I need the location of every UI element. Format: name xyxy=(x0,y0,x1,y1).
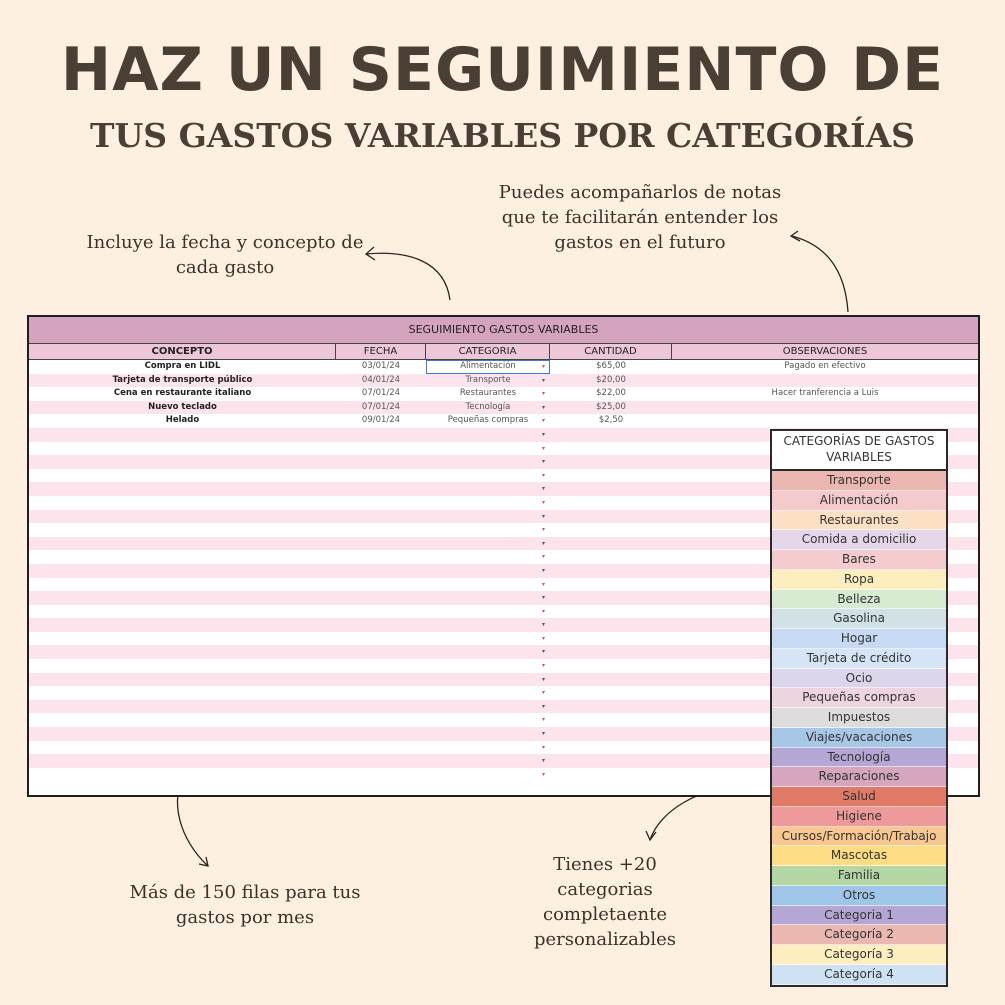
cell-concepto[interactable] xyxy=(29,605,336,619)
cell-concepto[interactable] xyxy=(29,591,336,605)
cell-cantidad[interactable] xyxy=(550,673,672,687)
legend-items xyxy=(772,471,946,985)
cell-categoria[interactable]: Pequeñas compras ▾ xyxy=(426,414,550,428)
cell-fecha[interactable]: 03/01/24 xyxy=(361,361,401,371)
cell-categoria[interactable]: Alimentación ▾ xyxy=(426,360,550,374)
cell-categoria[interactable] xyxy=(426,659,550,673)
legend-item: Gasolina xyxy=(772,609,946,629)
cell-categoria[interactable] xyxy=(426,591,550,605)
legend-item: Alimentación xyxy=(772,491,946,511)
legend-item: Otros xyxy=(772,886,946,906)
cell-fecha[interactable] xyxy=(336,713,426,727)
cell-categoria[interactable]: Tecnología ▾ xyxy=(426,401,550,415)
cell-categoria[interactable] xyxy=(426,768,550,782)
cell-categoria[interactable] xyxy=(426,523,550,537)
cell-fecha[interactable] xyxy=(336,578,426,592)
cell-fecha[interactable] xyxy=(336,741,426,755)
chevron-down-icon[interactable]: ▾ xyxy=(541,403,545,411)
chevron-down-icon[interactable]: ▾ xyxy=(541,458,545,466)
cell-fecha[interactable] xyxy=(336,754,426,768)
cell-cantidad[interactable] xyxy=(550,686,672,700)
chevron-down-icon[interactable]: ▾ xyxy=(541,770,545,778)
cell-fecha[interactable] xyxy=(336,482,426,496)
legend-item: Ocio xyxy=(772,669,946,689)
cell-cantidad[interactable] xyxy=(550,591,672,605)
cell-fecha[interactable] xyxy=(336,537,426,551)
cell-fecha[interactable]: 09/01/24 xyxy=(361,415,401,426)
cell-cantidad[interactable] xyxy=(550,768,672,782)
cell-categoria[interactable] xyxy=(426,754,550,768)
chevron-down-icon[interactable]: ▾ xyxy=(541,621,545,629)
legend-item: Comida a domicilio xyxy=(772,530,946,550)
cell-categoria[interactable] xyxy=(426,686,550,700)
cell-concepto[interactable] xyxy=(29,442,336,456)
chevron-down-icon[interactable]: ▾ xyxy=(541,716,545,724)
legend-item: Hogar xyxy=(772,629,946,649)
legend-title: CATEGORÍAS DE GASTOS VARIABLES xyxy=(772,431,946,471)
chevron-down-icon[interactable]: ▾ xyxy=(541,498,545,506)
chevron-down-icon[interactable]: ▾ xyxy=(541,580,545,588)
cell-fecha[interactable] xyxy=(336,469,426,483)
cell-cantidad[interactable] xyxy=(550,618,672,632)
cell-fecha[interactable] xyxy=(336,700,426,714)
cell-cantidad[interactable] xyxy=(550,754,672,768)
cell-categoria[interactable] xyxy=(426,442,550,456)
cell-categoria[interactable] xyxy=(426,605,550,619)
cell-concepto[interactable] xyxy=(29,686,336,700)
cell-concepto[interactable] xyxy=(29,754,336,768)
legend-item: Bares xyxy=(772,550,946,570)
chevron-down-icon[interactable]: ▾ xyxy=(541,376,545,384)
cell-cantidad[interactable] xyxy=(550,713,672,727)
cell-concepto[interactable] xyxy=(29,564,336,578)
cell-concepto[interactable] xyxy=(29,645,336,659)
cell-cantidad[interactable] xyxy=(550,564,672,578)
cell-cantidad[interactable] xyxy=(550,605,672,619)
cell-concepto[interactable] xyxy=(29,741,336,755)
cell-cantidad[interactable] xyxy=(550,469,672,483)
legend-item: Higiene xyxy=(772,807,946,827)
chevron-down-icon[interactable]: ▾ xyxy=(541,390,545,398)
cell-concepto[interactable] xyxy=(29,510,336,524)
headline: HAZ UN SEGUIMIENTO DE xyxy=(60,35,945,105)
cell-cantidad[interactable] xyxy=(550,659,672,673)
col-cantidad[interactable]: CANTIDAD xyxy=(550,344,672,359)
chevron-down-icon[interactable]: ▾ xyxy=(541,512,545,520)
cell-observaciones[interactable]: Pagado en efectivo xyxy=(784,361,866,371)
legend-item: Categoria 1 xyxy=(772,906,946,926)
cell-concepto[interactable] xyxy=(29,700,336,714)
legend-item: Reparaciones xyxy=(772,767,946,787)
chevron-down-icon[interactable]: ▾ xyxy=(541,539,545,547)
cell-cantidad[interactable] xyxy=(550,741,672,755)
cell-cantidad[interactable] xyxy=(550,428,672,442)
legend-item: Ropa xyxy=(772,570,946,590)
cell-categoria[interactable] xyxy=(426,645,550,659)
cell-categoria[interactable] xyxy=(426,618,550,632)
cell-cantidad[interactable] xyxy=(550,482,672,496)
cell-concepto[interactable] xyxy=(29,523,336,537)
cell-fecha[interactable] xyxy=(336,550,426,564)
cell-concepto[interactable] xyxy=(29,455,336,469)
chevron-down-icon[interactable]: ▾ xyxy=(541,662,545,670)
cell-fecha[interactable] xyxy=(336,496,426,510)
cell-cantidad[interactable] xyxy=(550,550,672,564)
col-fecha[interactable]: FECHA xyxy=(336,344,426,359)
cell-concepto[interactable] xyxy=(29,727,336,741)
cell-concepto[interactable] xyxy=(29,578,336,592)
cell-cantidad[interactable] xyxy=(550,700,672,714)
chevron-down-icon[interactable]: ▾ xyxy=(541,553,545,561)
cell-categoria[interactable] xyxy=(426,455,550,469)
header-row xyxy=(29,344,978,360)
chevron-down-icon[interactable]: ▾ xyxy=(541,743,545,751)
cell-categoria[interactable] xyxy=(426,537,550,551)
cell-concepto[interactable]: Tarjeta de transporte público xyxy=(112,374,253,385)
note-categorias: Tienes +20 categorias completaente personalizables xyxy=(533,854,677,950)
cell-observaciones[interactable]: Hacer tranferencia a Luis xyxy=(771,388,879,399)
cell-categoria[interactable] xyxy=(426,482,550,496)
chevron-down-icon[interactable]: ▾ xyxy=(541,417,545,425)
legend-item: Categoría 2 xyxy=(772,925,946,945)
legend-item: Viajes/vacaciones xyxy=(772,728,946,748)
cell-observaciones[interactable] xyxy=(672,414,978,428)
cell-fecha[interactable]: 07/01/24 xyxy=(361,401,401,412)
legend-item: Belleza xyxy=(772,590,946,610)
cell-categoria[interactable]: Restaurantes ▾ xyxy=(426,387,550,401)
subheadline: TUS GASTOS VARIABLES POR CATEGORÍAS xyxy=(89,116,916,155)
chevron-down-icon[interactable]: ▾ xyxy=(541,594,545,602)
cell-concepto[interactable] xyxy=(29,632,336,646)
cell-concepto[interactable]: Helado xyxy=(165,415,200,426)
cell-concepto[interactable] xyxy=(29,713,336,727)
table-row xyxy=(29,374,978,388)
legend-item: Restaurantes xyxy=(772,511,946,531)
cell-cantidad[interactable]: $2,50 xyxy=(598,415,624,426)
cell-fecha[interactable] xyxy=(336,618,426,632)
chevron-down-icon[interactable]: ▾ xyxy=(541,675,545,683)
cell-concepto[interactable] xyxy=(29,428,336,442)
legend-item: Cursos/Formación/Trabajo xyxy=(772,827,946,847)
cell-concepto[interactable] xyxy=(29,537,336,551)
cell-cantidad[interactable]: $25,00 xyxy=(596,401,626,412)
legend-item: Familia xyxy=(772,866,946,886)
chevron-down-icon[interactable]: ▾ xyxy=(541,730,545,738)
cell-cantidad[interactable]: $20,00 xyxy=(596,374,626,385)
cell-fecha[interactable] xyxy=(336,645,426,659)
col-observaciones[interactable]: OBSERVACIONES xyxy=(782,346,868,357)
cell-categoria[interactable] xyxy=(426,632,550,646)
cell-fecha[interactable] xyxy=(336,673,426,687)
chevron-down-icon[interactable]: ▾ xyxy=(541,689,545,697)
cell-concepto[interactable] xyxy=(29,618,336,632)
cell-fecha[interactable] xyxy=(336,523,426,537)
legend-item: Tecnología xyxy=(772,748,946,768)
table-row xyxy=(29,401,978,415)
col-categoria[interactable]: CATEGORIA xyxy=(426,344,550,359)
cell-categoria[interactable] xyxy=(426,741,550,755)
cell-fecha[interactable]: 07/01/24 xyxy=(361,388,401,399)
cell-fecha[interactable] xyxy=(336,510,426,524)
cell-cantidad[interactable] xyxy=(550,632,672,646)
chevron-down-icon[interactable]: ▾ xyxy=(541,430,545,438)
cell-cantidad[interactable] xyxy=(550,455,672,469)
chevron-down-icon[interactable]: ▾ xyxy=(541,485,545,493)
cell-concepto[interactable]: Cena en restaurante italiano xyxy=(113,388,252,399)
cell-concepto[interactable]: Compra en LIDL xyxy=(144,361,221,371)
cell-cantidad[interactable]: $65,00 xyxy=(596,361,626,371)
chevron-down-icon[interactable]: ▾ xyxy=(541,634,545,642)
cell-categoria[interactable] xyxy=(426,673,550,687)
col-concepto[interactable]: CONCEPTO xyxy=(29,344,336,359)
arrow-fecha xyxy=(366,253,450,300)
chevron-down-icon[interactable]: ▾ xyxy=(541,566,545,574)
note-filas: Más de 150 filas para tus gastos por mes xyxy=(129,882,361,928)
cell-concepto[interactable] xyxy=(29,659,336,673)
cell-cantidad[interactable] xyxy=(550,537,672,551)
cell-fecha[interactable] xyxy=(336,632,426,646)
cell-cantidad[interactable] xyxy=(550,645,672,659)
cell-categoria[interactable] xyxy=(426,727,550,741)
legend-item: Transporte xyxy=(772,471,946,491)
cell-concepto[interactable] xyxy=(29,469,336,483)
cell-concepto[interactable] xyxy=(29,496,336,510)
chevron-down-icon[interactable]: ▾ xyxy=(541,757,545,765)
legend-item: Impuestos xyxy=(772,708,946,728)
cell-fecha[interactable] xyxy=(336,564,426,578)
cell-fecha[interactable] xyxy=(336,591,426,605)
cell-cantidad[interactable] xyxy=(550,578,672,592)
cell-concepto[interactable]: Nuevo teclado xyxy=(148,401,217,412)
note-fecha: Incluye la fecha y concepto de cada gasto xyxy=(86,232,364,278)
legend-item: Categoría 3 xyxy=(772,945,946,965)
cell-categoria[interactable] xyxy=(426,510,550,524)
cell-fecha[interactable]: 04/01/24 xyxy=(361,374,401,385)
cell-fecha[interactable] xyxy=(336,768,426,782)
cell-categoria[interactable] xyxy=(426,550,550,564)
cell-categoria[interactable] xyxy=(426,713,550,727)
cell-categoria[interactable] xyxy=(426,469,550,483)
table-row xyxy=(29,387,978,401)
chevron-down-icon[interactable]: ▾ xyxy=(541,526,545,534)
chevron-down-icon[interactable]: ▾ xyxy=(541,702,545,710)
note-notas: Puedes acompañarlos de notas que te facilitarán entender los gastos en el futuro xyxy=(498,182,782,253)
cell-observaciones[interactable] xyxy=(672,401,978,415)
legend-item: Categoría 4 xyxy=(772,965,946,985)
cell-fecha[interactable] xyxy=(336,605,426,619)
chevron-down-icon[interactable]: ▾ xyxy=(541,471,545,479)
chevron-down-icon[interactable]: ▾ xyxy=(541,363,545,370)
chevron-down-icon[interactable]: ▾ xyxy=(541,648,545,656)
cell-categoria[interactable] xyxy=(426,578,550,592)
cell-categoria[interactable] xyxy=(426,428,550,442)
chevron-down-icon[interactable]: ▾ xyxy=(541,444,545,452)
legend-item: Pequeñas compras xyxy=(772,688,946,708)
cell-cantidad[interactable] xyxy=(550,496,672,510)
cell-cantidad[interactable] xyxy=(550,727,672,741)
cell-concepto[interactable] xyxy=(29,482,336,496)
cell-fecha[interactable] xyxy=(336,686,426,700)
table-row xyxy=(29,360,978,374)
legend-item: Salud xyxy=(772,787,946,807)
cell-concepto[interactable] xyxy=(29,673,336,687)
cell-observaciones[interactable] xyxy=(672,374,978,388)
cell-categoria[interactable] xyxy=(426,700,550,714)
cell-categoria[interactable] xyxy=(426,564,550,578)
cell-fecha[interactable] xyxy=(336,659,426,673)
cell-fecha[interactable] xyxy=(336,455,426,469)
cell-cantidad[interactable] xyxy=(550,442,672,456)
cell-cantidad[interactable] xyxy=(550,523,672,537)
arrow-notas xyxy=(792,236,848,312)
cell-cantidad[interactable]: $22,00 xyxy=(596,388,626,399)
sheet-title: SEGUIMIENTO GASTOS VARIABLES xyxy=(29,317,978,344)
table-row xyxy=(29,414,978,428)
cell-categoria[interactable] xyxy=(426,496,550,510)
legend-item: Mascotas xyxy=(772,846,946,866)
cell-fecha[interactable] xyxy=(336,428,426,442)
cell-concepto[interactable] xyxy=(29,768,336,782)
cell-categoria[interactable]: Transporte ▾ xyxy=(426,374,550,388)
cell-fecha[interactable] xyxy=(336,442,426,456)
chevron-down-icon[interactable]: ▾ xyxy=(541,607,545,615)
cell-cantidad[interactable] xyxy=(550,510,672,524)
legend-item: Tarjeta de crédito xyxy=(772,649,946,669)
cell-concepto[interactable] xyxy=(29,550,336,564)
category-legend xyxy=(770,429,948,987)
cell-fecha[interactable] xyxy=(336,727,426,741)
